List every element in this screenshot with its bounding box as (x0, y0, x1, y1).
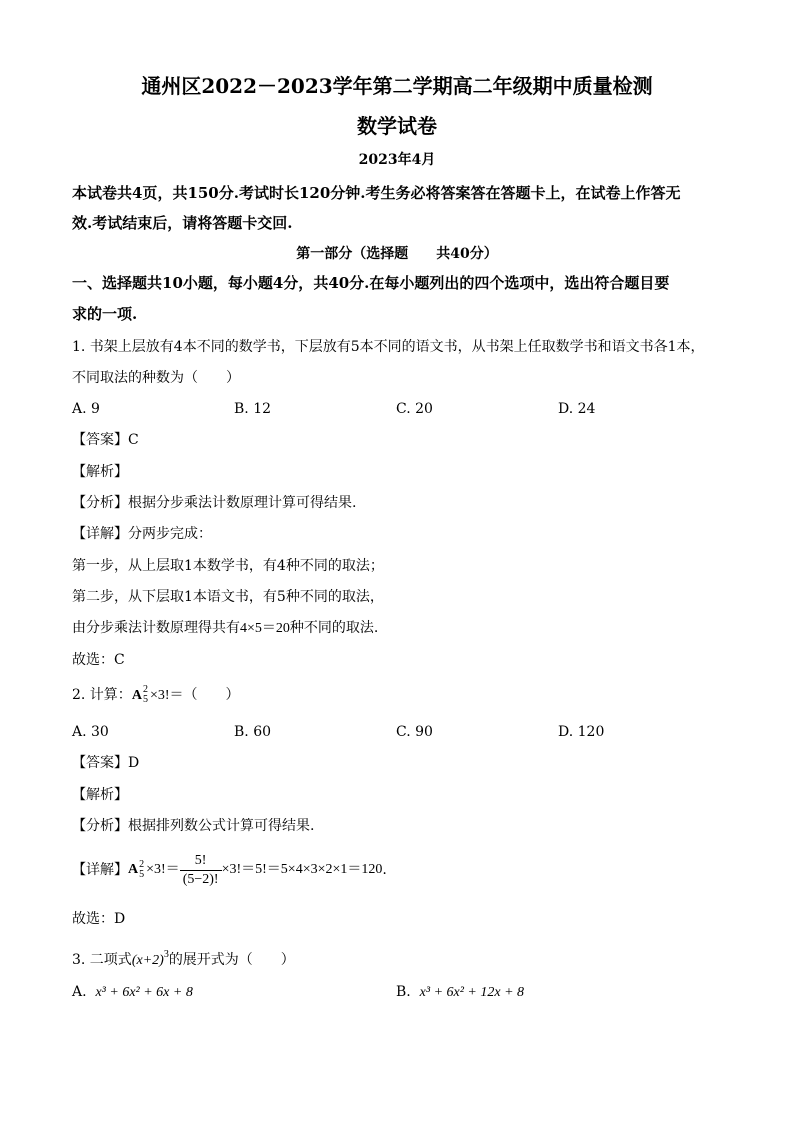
q2-frac-numerator: 5! (180, 852, 222, 871)
intro-line-1: 本试卷共4页，共150分.考试时长120分钟.考生务必将答案答在答题卡上，在试卷上作答无 (72, 184, 681, 202)
q1-step-3-math: 4×5＝20 (240, 621, 290, 636)
q1-step-3-post: 种不同的取法. (289, 620, 379, 636)
q1-answer: 【答案】C (72, 432, 139, 448)
q2-choice: 故选：D (72, 911, 126, 927)
q3-option-a-label: A. (72, 984, 87, 1000)
q2-perm-sup: 2 (142, 684, 148, 695)
q2-stem (72, 685, 240, 706)
exam-date: 2023年4月 (358, 152, 436, 168)
exam-subtitle: 数学试卷 (357, 114, 437, 138)
q2-perm-sub: 5 (142, 694, 148, 705)
q2-prefix: 2. 计算： (72, 687, 132, 703)
q2-analysis-label: 【解析】 (72, 787, 128, 803)
exam-title: 通州区2022－2023学年第二学期高二年级期中质量检测 (141, 74, 653, 98)
q2-detail (72, 850, 387, 890)
q2-detail-perm-symbol: A (128, 862, 139, 877)
q1-step-3-pre: 由分步乘法计数原理得共有 (72, 620, 240, 636)
q1-option-d: D. 24 (558, 401, 596, 417)
q3-option-b (396, 982, 524, 1003)
q1-step-3 (72, 618, 378, 639)
q3-stem (72, 945, 295, 971)
q2-perm-symbol: A (131, 688, 142, 703)
q2-fenxi: 【分析】根据排列数公式计算可得结果. (72, 818, 315, 834)
q2-option-c: C. 90 (396, 724, 433, 740)
q1-stem-line-2: 不同取法的种数为（ ） (72, 370, 240, 386)
q2-option-b: B. 60 (234, 724, 272, 740)
q1-fenxi: 【分析】根据分步乘法计数原理计算可得结果. (72, 495, 357, 511)
q2-detail-end: . (382, 862, 387, 878)
q3-option-a-expr: x³ + 6x² + 6x + 8 (95, 985, 193, 1000)
q3-option-b-expr: x³ + 6x² + 12x + 8 (419, 985, 525, 1000)
q3-prefix: 3. 二项式 (72, 952, 132, 968)
q1-analysis-label: 【解析】 (72, 464, 128, 480)
q2-detail-perm-sub: 5 (139, 869, 145, 880)
q2-expr-rest: ×3!＝ (149, 688, 184, 703)
q1-option-c: C. 20 (396, 401, 433, 417)
q3-base: (x+2) (131, 953, 164, 968)
q2-detail-label: 【详解】 (72, 862, 128, 878)
q2-option-a: A. 30 (72, 724, 109, 740)
q2-perm-indices (143, 685, 148, 705)
q1-step-2: 第二步，从下层取1本语文书，有5种不同的取法， (72, 589, 384, 605)
q2-frac-denominator: (5−2)! (182, 871, 219, 887)
section-line-2: 求的一项. (72, 305, 138, 323)
q1-option-a: A. 9 (72, 401, 100, 417)
q2-answer: 【答案】D (72, 755, 140, 771)
q2-detail-lhs: ×3!＝ (146, 862, 180, 877)
q2-detail-perm-indices (139, 860, 144, 880)
q1-detail: 【详解】分两步完成： (72, 526, 212, 542)
q2-option-d: D. 120 (558, 724, 605, 740)
q1-step-1: 第一步，从上层取1本数学书，有4种不同的取法； (72, 558, 384, 574)
section-line-1: 一、选择题共10小题，每小题4分，共40分.在每小题列出的四个选项中，选出符合题目要 (72, 274, 670, 292)
q3-suffix: 的展开式为（ ） (168, 952, 295, 968)
q2-detail-rhs: ×3!＝5!＝5×4×3×2×1＝120 (221, 862, 383, 877)
intro-line-2: 效.考试结束后，请将答题卡交回. (72, 214, 293, 232)
part-heading: 第一部分（选择题 共40分） (296, 246, 498, 262)
q2-suffix: （ ） (183, 687, 240, 703)
q3-exponent: 3 (163, 949, 169, 960)
q1-option-b: B. 12 (234, 401, 272, 417)
q1-stem-line-1: 1. 书架上层放有4本不同的数学书，下层放有5本不同的语文书，从书架上任取数学书和语文书各1本， (72, 339, 705, 355)
q2-detail-fraction (180, 852, 222, 889)
q2-detail-perm-sup: 2 (139, 859, 145, 870)
q1-choice: 故选：C (72, 652, 125, 668)
q3-option-a (72, 982, 193, 1003)
q3-option-b-label: B. (396, 984, 411, 1000)
